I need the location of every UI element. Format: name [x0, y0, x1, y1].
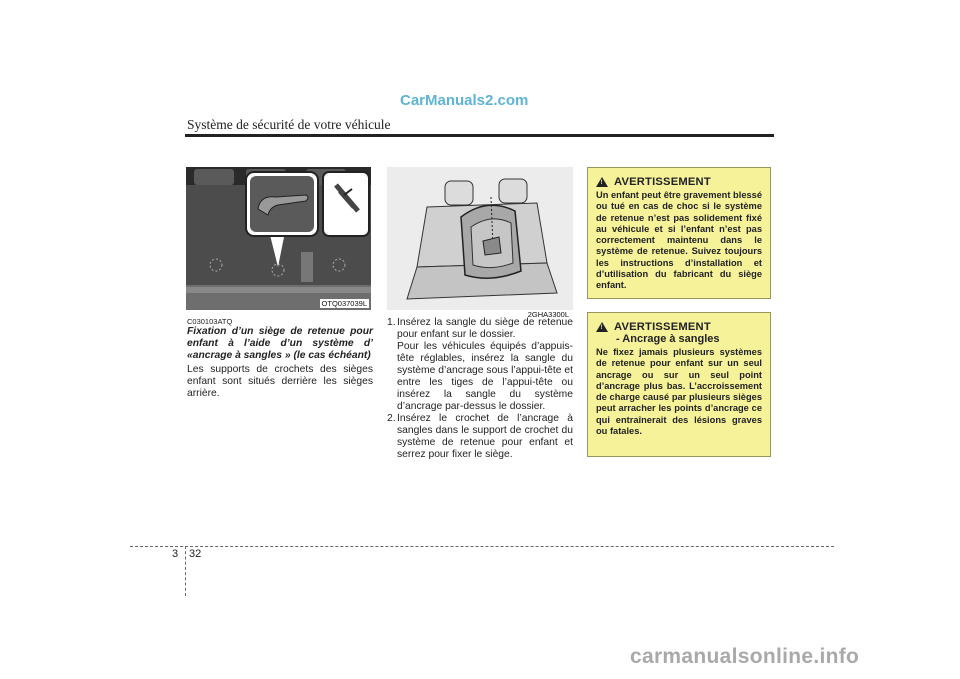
step-number: 2.: [387, 413, 396, 424]
body-paragraph: Les supports de crochets des sièges enfant sont situés derrière les sièges arrière.: [187, 364, 373, 399]
warning-title: AVERTISSEMENT: [614, 321, 711, 333]
warning-body: Ne fixez jamais plusieurs systèmes de retenue pour enfant sur un seul ancrage ou sur un seul point d’ancrage plus bas. L’accroissement de charge causé par plusieurs sièges peut arracher les points d’ancrage ce qui entraînerait des lésions graves ou fatales.: [596, 347, 762, 437]
step-text: Insérez le crochet de l’ancrage à sangles dans le support de crochet du système de retenue pour enfant et serrez pour fixer le siège.: [397, 413, 573, 460]
footer-divider-vertical: [185, 546, 186, 596]
figure-hook-brackets: [186, 167, 371, 310]
watermark-bottom: carmanualsonline.info: [630, 645, 860, 668]
footer-divider: [130, 546, 834, 547]
title-rule: [185, 134, 774, 137]
step-text: Insérez la sangle du siège de retenue pour enfant sur le dossier.: [397, 317, 573, 340]
page-number: 32: [189, 548, 202, 560]
warning-icon: !: [596, 322, 608, 332]
seat-back-illustration: [186, 167, 371, 310]
reference-code: C030103ATQ: [187, 317, 233, 326]
section-title: Système de sécurité de votre véhicule: [187, 117, 391, 132]
list-item: [387, 317, 573, 413]
section-subhead: Fixation d’un siège de retenue pour enfant à l’aide d’un système d’ «ancrage à sangles » (le cas échéant): [187, 326, 373, 361]
step-paragraph: Pour les véhicules équipés d’appuis-tête réglables, insérez la sangle du système d’ancrage sous l’appui-tête et entre les tiges de l’appui-tête ou insérez la sangle du système d’ancrage par-dessus le dossier.: [397, 341, 573, 412]
warning-box: [587, 167, 771, 299]
warning-subtitle: - Ancrage à sangles: [616, 333, 720, 345]
list-item: [387, 413, 573, 461]
figure-child-seat: [387, 167, 573, 319]
chapter-number: 3: [172, 548, 179, 560]
figure-code: 2GHA3300L: [527, 310, 569, 319]
warning-body: Un enfant peut être gravement blessé ou tué en cas de choc si le système de retenue n’est pas solidement fixé au véhicule et si l’enfant n’est pas correctement maintenu dans le système de retenue. Suivez toujours les instructions d’installation et d’utilisation du fabricant du siège enfant.: [596, 190, 762, 291]
child-seat-illustration: [387, 167, 573, 310]
warning-box-tether: [587, 312, 771, 457]
warning-icon: !: [596, 177, 608, 187]
watermark-top: CarManuals2.com: [400, 92, 529, 109]
warning-title: AVERTISSEMENT: [614, 176, 711, 188]
step-number: 1.: [387, 317, 396, 328]
steps-list: [387, 317, 573, 461]
figure-code: OTQ037039L: [321, 299, 367, 308]
